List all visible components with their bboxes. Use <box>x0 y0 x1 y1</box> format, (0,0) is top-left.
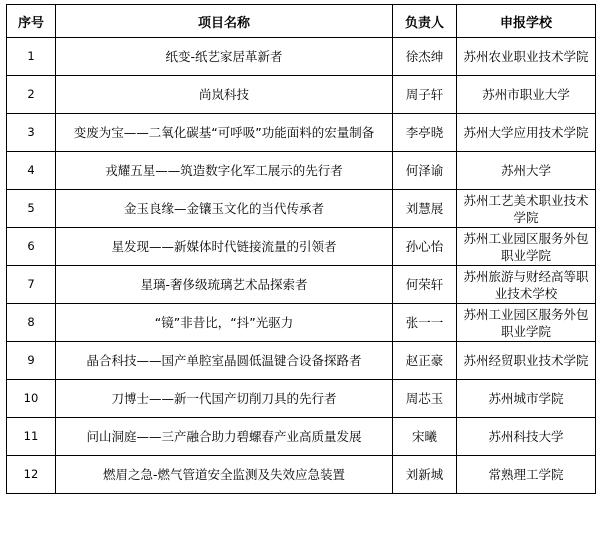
row-school: 苏州工业园区服务外包职业学院 <box>457 228 596 266</box>
table-row <box>7 380 596 418</box>
row-leader: 周子轩 <box>393 76 457 114</box>
row-project: 燃眉之急-燃气管道安全监测及失效应急装置 <box>56 456 393 494</box>
row-project: 星璃-奢侈级琉璃艺术品探索者 <box>56 266 393 304</box>
table-row <box>7 76 596 114</box>
table-row <box>7 38 596 76</box>
row-school: 苏州经贸职业技术学院 <box>457 342 596 380</box>
row-leader: 赵正豪 <box>393 342 457 380</box>
header-project: 项目名称 <box>56 5 393 38</box>
row-leader: 何泽谕 <box>393 152 457 190</box>
row-index: 2 <box>7 76 56 114</box>
row-school: 苏州大学 <box>457 152 596 190</box>
table-row <box>7 342 596 380</box>
row-index: 9 <box>7 342 56 380</box>
row-index: 8 <box>7 304 56 342</box>
table-row <box>7 228 596 266</box>
table-row <box>7 190 596 228</box>
row-index: 10 <box>7 380 56 418</box>
row-project: “镜”非昔比，“抖”光驱力 <box>56 304 393 342</box>
table-row <box>7 418 596 456</box>
row-project: 晶合科技——国产单腔室晶圆低温键合设备探路者 <box>56 342 393 380</box>
row-project: 金玉良缘—金镶玉文化的当代传承者 <box>56 190 393 228</box>
row-school: 苏州工艺美术职业技术学院 <box>457 190 596 228</box>
row-index: 12 <box>7 456 56 494</box>
header-row <box>7 5 596 38</box>
row-leader: 张一一 <box>393 304 457 342</box>
row-project: 问山洞庭——三产融合助力碧螺春产业高质量发展 <box>56 418 393 456</box>
row-school: 苏州大学应用技术学院 <box>457 114 596 152</box>
row-school: 苏州旅游与财经高等职业技术学校 <box>457 266 596 304</box>
row-index: 11 <box>7 418 56 456</box>
row-project: 星发现——新媒体时代链接流量的引领者 <box>56 228 393 266</box>
project-table <box>6 4 596 494</box>
header-school: 申报学校 <box>457 5 596 38</box>
row-index: 7 <box>7 266 56 304</box>
row-school: 苏州城市学院 <box>457 380 596 418</box>
row-index: 5 <box>7 190 56 228</box>
row-project: 戎耀五星——筑造数字化军工展示的先行者 <box>56 152 393 190</box>
table-row <box>7 152 596 190</box>
row-school: 苏州农业职业技术学院 <box>457 38 596 76</box>
header-index: 序号 <box>7 5 56 38</box>
row-leader: 何荣轩 <box>393 266 457 304</box>
row-school: 苏州工业园区服务外包职业学院 <box>457 304 596 342</box>
row-project: 刀博士——新一代国产切削刀具的先行者 <box>56 380 393 418</box>
row-project: 尚岚科技 <box>56 76 393 114</box>
row-school: 常熟理工学院 <box>457 456 596 494</box>
row-leader: 李亭晓 <box>393 114 457 152</box>
row-index: 4 <box>7 152 56 190</box>
row-index: 6 <box>7 228 56 266</box>
row-leader: 孙心怡 <box>393 228 457 266</box>
table-row <box>7 304 596 342</box>
row-leader: 徐杰绅 <box>393 38 457 76</box>
table-row <box>7 266 596 304</box>
row-index: 1 <box>7 38 56 76</box>
row-project: 变废为宝——二氧化碳基“可呼吸”功能面料的宏量制备 <box>56 114 393 152</box>
row-leader: 刘新城 <box>393 456 457 494</box>
table-row <box>7 456 596 494</box>
row-index: 3 <box>7 114 56 152</box>
table-row <box>7 114 596 152</box>
row-school: 苏州市职业大学 <box>457 76 596 114</box>
row-school: 苏州科技大学 <box>457 418 596 456</box>
project-table-container <box>6 4 596 494</box>
row-project: 纸变-纸艺家居革新者 <box>56 38 393 76</box>
row-leader: 周芯玉 <box>393 380 457 418</box>
row-leader: 刘慧展 <box>393 190 457 228</box>
header-leader: 负责人 <box>393 5 457 38</box>
row-leader: 宋曦 <box>393 418 457 456</box>
